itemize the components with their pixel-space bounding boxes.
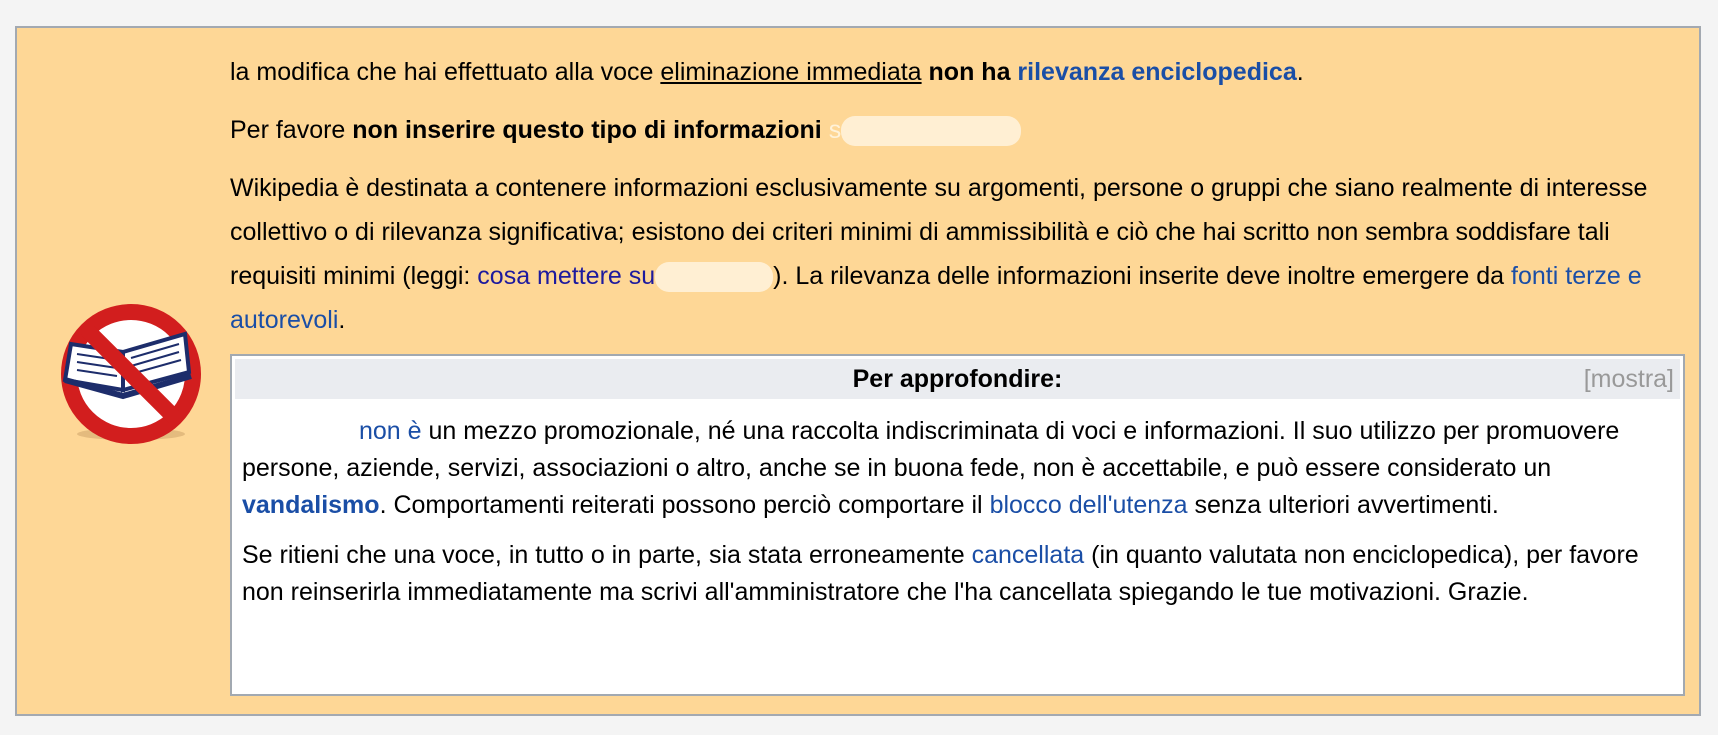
what-to-include-link[interactable]: cosa mettere su [477,262,656,290]
article-name: eliminazione immediata [660,58,922,86]
warning-notice [15,26,1701,716]
user-block-link[interactable]: blocco dell'utenza [989,491,1188,519]
redacted-text [242,417,352,447]
more-info-header [235,359,1680,399]
more-info-title: Per approfondire: [852,365,1063,393]
deleted-link[interactable]: cancellata [971,541,1085,569]
encyclopedic-relevance-link[interactable]: rilevanza enciclopedica [1017,58,1297,86]
notice-paragraph-1: la modifica che hai effettuato alla voce eliminazione immediata non ha rilevanza enciclopedica. [230,58,1304,86]
notice-content [230,50,1690,356]
no-book-icon [51,294,211,454]
reliable-sources-link[interactable]: fonti terze e autorevoli [230,262,1642,334]
more-info-paragraph-2: Se ritieni che una voce, in tutto o in parte, sia stata erroneamente cancellata (in quanto valutata non enciclopedica), per favore non reinserirla immediatamente ma scrivi all'amministratore che l'ha cancellata spiegando le tue motivazioni. Grazie. [242,541,1639,606]
what-wikipedia-is-not-link[interactable]: non è [358,417,422,445]
redacted-text [655,262,773,292]
more-info-body [232,399,1683,611]
notice-paragraph-3: Wikipedia è destinata a contenere informazioni esclusivamente su argomenti, persone o gruppi che siano realmente di interesse collettivo o di rilevanza significativa; esistono dei criteri minimi di ammissibilità e ciò che hai scritto non sembra soddisfare tali requisiti minimi (leggi: cosa mettere su ). La rilevanza delle informazioni inserite deve inoltre emergere da fonti terze e autorevoli. [230,174,1648,334]
more-info-paragraph-1: non è un mezzo promozionale, né una raccolta indiscriminata di voci e informazioni. Il suo utilizzo per promuovere persone, aziende, servizi, associazioni o altro, anche se in buona fede, non è accettabile, e può essere considerato un vandalismo. Comportamenti reiterati possono perciò comportare il blocco dell'utenza senza ulteriori avvertimenti. [242,417,1620,519]
more-info-box [230,354,1685,696]
notice-paragraph-2: Per favore non inserire questo tipo di informazioni s [230,108,1690,152]
show-toggle[interactable]: [mostra] [1583,365,1674,393]
vandalism-link[interactable]: vandalismo [242,491,380,519]
redacted-text [841,116,1021,146]
